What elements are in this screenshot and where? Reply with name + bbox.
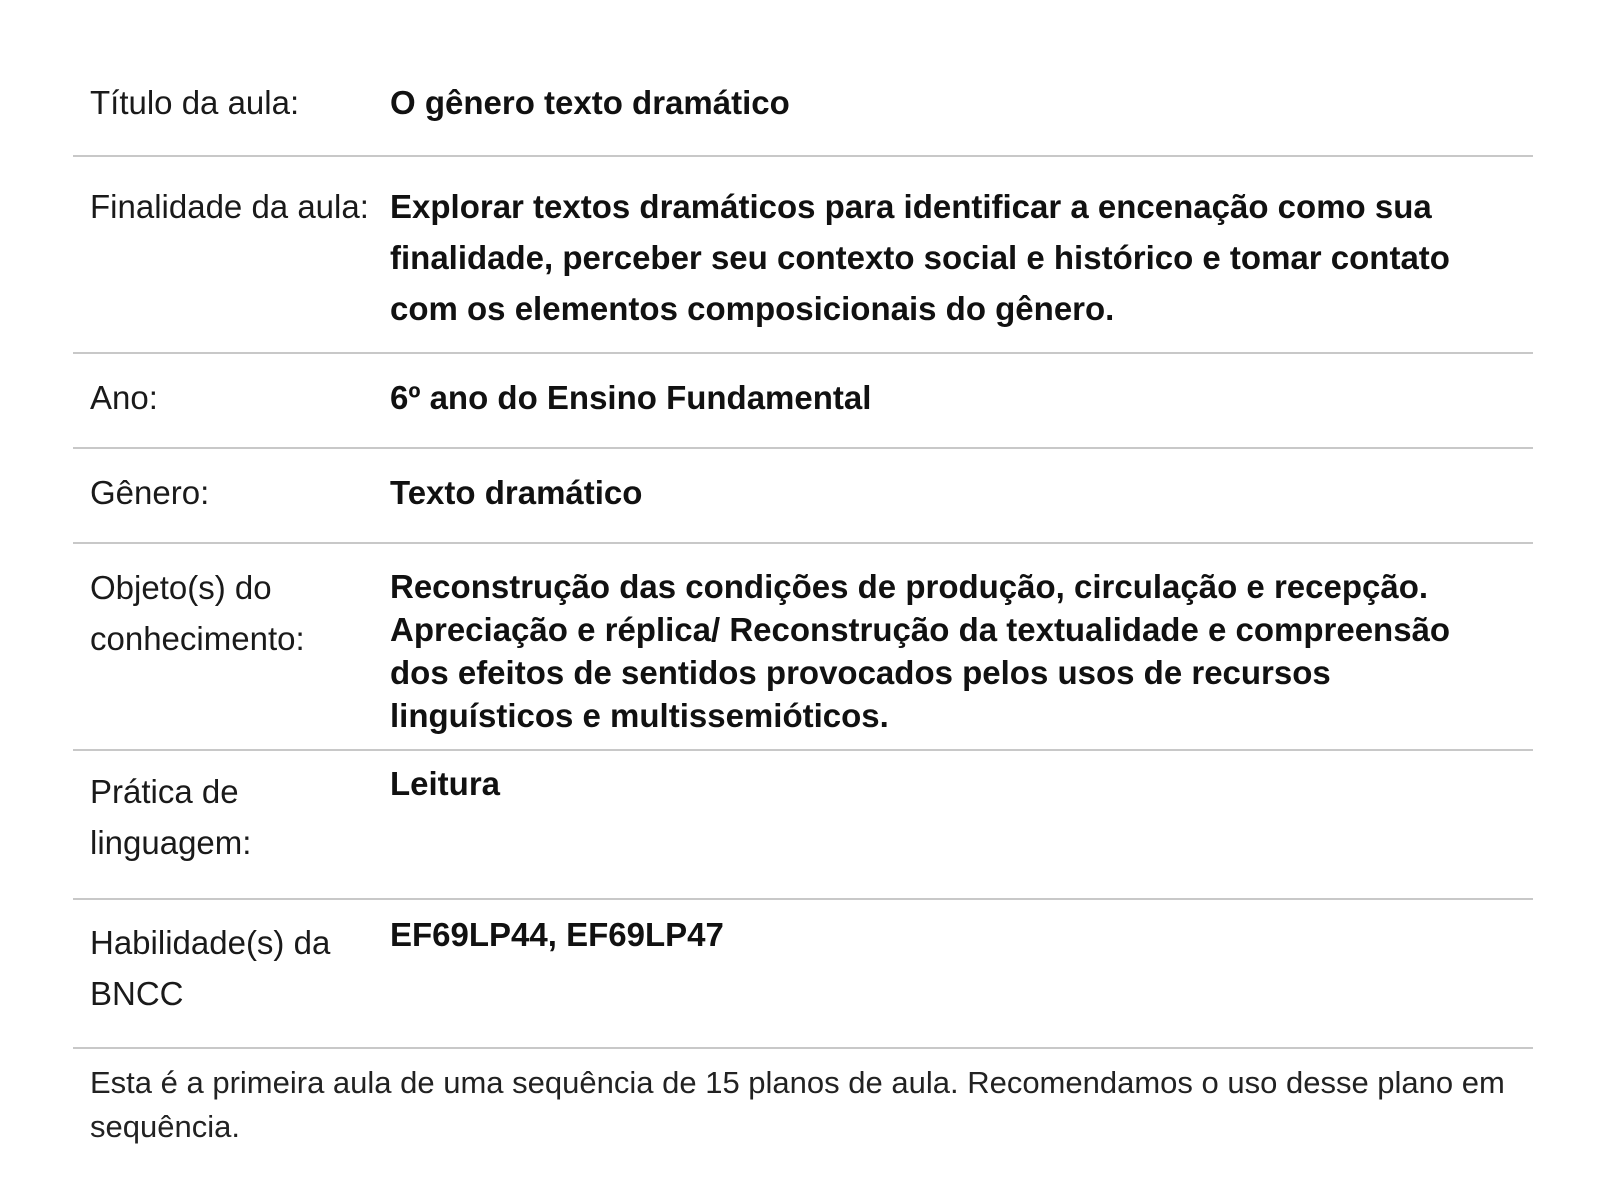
lesson-plan-table bbox=[73, 52, 1533, 1149]
grade-label: Ano: bbox=[90, 379, 158, 416]
language-practice-value: Leitura bbox=[390, 765, 501, 802]
genre-label: Gênero: bbox=[90, 474, 210, 511]
lesson-purpose-value: Explorar textos dramáticos para identificar a encenação como sua finalidade, perceber seu contexto social e histórico e tomar contato com os elementos composicionais do gênero. bbox=[390, 188, 1450, 327]
row-knowledge-objects bbox=[73, 544, 1533, 751]
grade-value: 6º ano do Ensino Fundamental bbox=[390, 379, 872, 416]
row-grade bbox=[73, 354, 1533, 449]
sequence-note: Esta é a primeira aula de uma sequência de 15 planos de aula. Recomendamos o uso desse plano em sequência. bbox=[90, 1065, 1505, 1144]
lesson-title-label: Título da aula: bbox=[90, 84, 300, 121]
row-genre bbox=[73, 449, 1533, 544]
row-lesson-purpose bbox=[73, 157, 1533, 354]
row-lesson-title bbox=[73, 52, 1533, 157]
row-bncc-skills bbox=[73, 900, 1533, 1049]
genre-value: Texto dramático bbox=[390, 474, 643, 511]
bncc-skills-value: EF69LP44, EF69LP47 bbox=[390, 916, 724, 953]
knowledge-objects-label: Objeto(s) do conhecimento: bbox=[90, 569, 305, 657]
row-language-practice bbox=[73, 751, 1533, 900]
bncc-skills-label: Habilidade(s) da BNCC bbox=[90, 924, 331, 1012]
lesson-purpose-label: Finalidade da aula: bbox=[90, 188, 369, 225]
language-practice-label: Prática de linguagem: bbox=[90, 773, 252, 861]
lesson-title-value: O gênero texto dramático bbox=[390, 84, 790, 121]
knowledge-objects-value: Reconstrução das condições de produção, circulação e recepção. Apreciação e réplica/ Reconstrução da textualidade e compreensão dos efeitos de sentidos provocados pelos usos de recursos linguísticos e multissemióticos. bbox=[390, 568, 1451, 734]
